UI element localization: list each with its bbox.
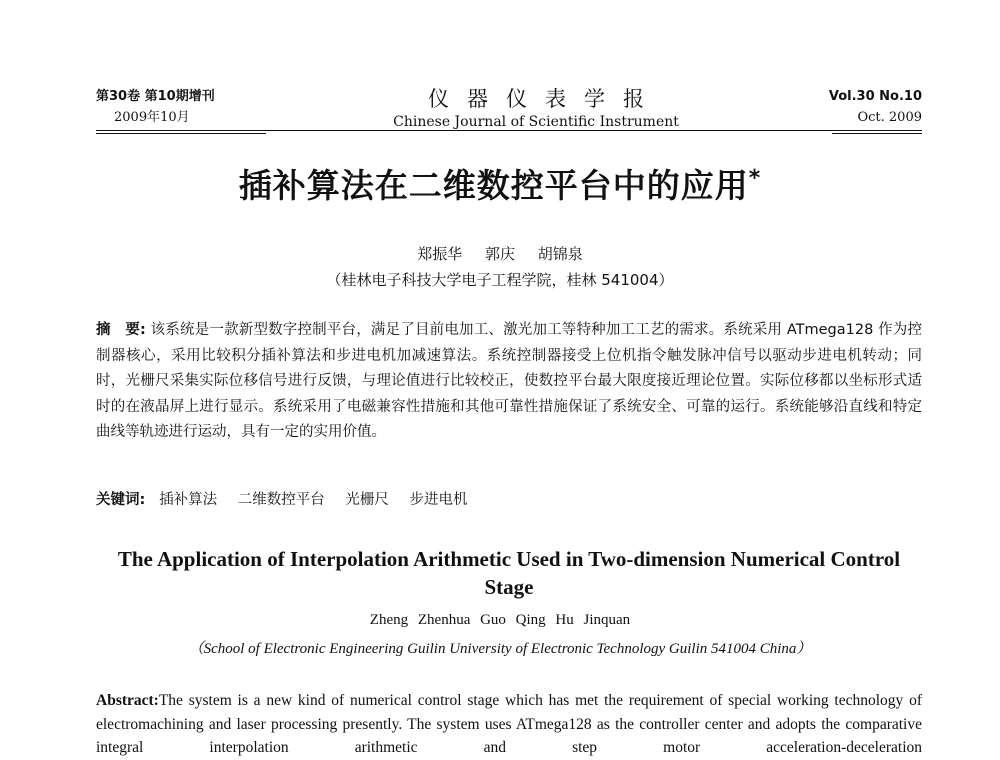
- keyword-item: 步进电机: [409, 492, 468, 508]
- keyword-item: 插补算法: [159, 492, 218, 508]
- header-volume-en: Vol.30 No.10: [828, 89, 922, 104]
- abstract-cn: [96, 318, 922, 446]
- header-volume-cn: 第30卷 第10期增刊: [96, 89, 215, 104]
- keyword-item: 二维数控平台: [237, 492, 325, 508]
- keywords-cn-label: 关键词:: [96, 492, 146, 508]
- affiliation-en: （School of Electronic Engineering Guilin University of Electronic Technology Guilin 541004 China）: [188, 641, 812, 657]
- title-footnote-mark: *: [748, 166, 762, 191]
- keywords-cn: [96, 488, 922, 509]
- journal-name-cn: 仪器仪表学报: [428, 87, 662, 111]
- abstract-cn-text: 该系统是一款新型数字控制平台，满足了目前电加工、激光加工等特种加工工艺的需求。系统采用 ATmega128 作为控制器核心，采用比较积分插补算法和步进电机加减速算法。系统控制器接受上位机指令触发脉冲信号以驱动步进电机转动；同时，光栅尺采集实际位移信号进行反馈，与理论值进行比较校正，使数控平台最大限度接近理论位置。实际位移都以坐标形式适时的在液晶屏上进行显示。系统采用了电磁兼容性措施和其他可靠性措施保证了系统安全、可靠的运行。系统能够沿直线和特定曲线等轨迹进行运动，具有一定的实用价值。: [96, 322, 922, 441]
- header-right: [752, 86, 922, 128]
- journal-header: [96, 86, 922, 136]
- abstract-en-text: The system is a new kind of numerical control stage which has met the requirement of special working technology of electromachining and laser processing presently. The system uses ATmega128 as the controller center and adopts the comparative integral interpolation arithmetic and step motor acceleration-deceleration: [96, 692, 922, 756]
- title-cn-text: 插补算法在二维数控平台中的应用: [238, 166, 749, 205]
- header-date-cn: 2009年10月: [114, 110, 190, 125]
- abstract-cn-label: 摘 要:: [96, 322, 146, 338]
- header-rule: [96, 130, 922, 131]
- paper-title-cn: [0, 160, 1000, 207]
- abstract-en-label: Abstract:: [96, 692, 159, 709]
- header-date-en: Oct. 2009: [857, 110, 922, 125]
- abstract-en: [96, 689, 922, 760]
- authors-cn: 郑振华 郭庆 胡锦泉: [417, 245, 583, 263]
- keyword-item: 光栅尺: [345, 492, 389, 508]
- affiliation-cn: （桂林电子科技大学电子工程学院，桂林 541004）: [326, 271, 674, 289]
- header-left: [96, 86, 266, 128]
- journal-name-en: Chinese Journal of Scientific Instrument: [393, 114, 679, 130]
- paper-title-en: The Application of Interpolation Arithmetic Used in Two-dimension Numerical Control Stage: [117, 547, 901, 599]
- header-journal: [356, 86, 716, 132]
- authors-en: Zheng Zhenhua Guo Qing Hu Jinquan: [369, 612, 631, 628]
